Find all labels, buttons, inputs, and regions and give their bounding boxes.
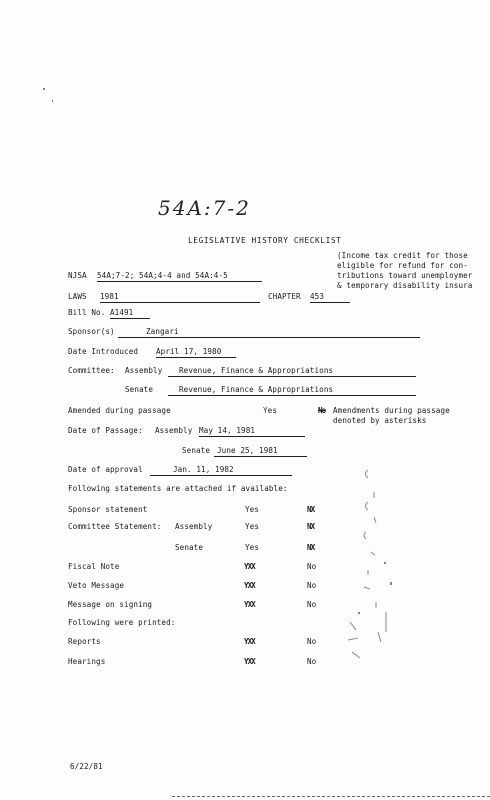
amended-label: Amended during passage [68, 406, 171, 415]
amended-no: No [318, 406, 326, 415]
bill-label: Bill No. [68, 308, 106, 317]
veto-message-yes: YXX [244, 581, 255, 590]
date-passage-label: Date of Passage: [68, 426, 143, 435]
sponsor-value: Zangari [118, 327, 420, 338]
message-signing-label: Message on signing [68, 600, 153, 609]
fiscal-note-no: No [307, 562, 317, 571]
committee-senate-label: Senate [125, 385, 154, 394]
sponsor-statement-no: NX [307, 505, 315, 514]
chapter-value: 453 [310, 292, 350, 303]
cs-senate-no: NX [307, 543, 315, 552]
reports-no: No [307, 637, 317, 646]
fiscal-note-label: Fiscal Note [68, 562, 120, 571]
hearings-no: No [307, 657, 317, 666]
bill-value: A1491 [110, 308, 150, 319]
description-line-4: & temporary disability insura [337, 281, 473, 290]
sponsor-statement-yes: Yes [245, 505, 260, 514]
message-signing-yes: YXX [244, 600, 255, 609]
passage-senate-label: Senate [182, 446, 211, 455]
description-line-1: (Income tax credit for those [337, 251, 468, 260]
date-approval-label: Date of approval [68, 465, 143, 474]
description-line-2: eligible for refund for con- [337, 261, 468, 270]
hearings-label: Hearings [68, 657, 106, 666]
reports-label: Reports [68, 637, 101, 646]
veto-message-label: Veto Message [68, 581, 125, 590]
reports-yes: YXX [244, 637, 255, 646]
message-signing-no: No [307, 600, 317, 609]
passage-assembly-value: May 14, 1981 [199, 426, 305, 437]
cs-assembly-label: Assembly [175, 522, 213, 531]
handwritten-code: 54A:7-2 [158, 196, 251, 220]
amended-note-line-1: Amendments during passage [333, 406, 450, 415]
amended-note-line-2: denoted by asterisks [333, 416, 427, 425]
passage-senate-value: June 25, 1981 [214, 446, 307, 457]
committee-statement-label: Committee Statement: [68, 522, 162, 531]
cs-assembly-no: NX [307, 522, 315, 531]
date-introduced-label: Date Introduced [68, 347, 139, 356]
date-approval-value: Jan. 11, 1982 [150, 465, 292, 476]
description-line-3: tributions toward unemploymer [337, 271, 473, 280]
date-introduced-value: April 17, 1980 [156, 347, 236, 358]
attached-heading: Following statements are attached if available: [68, 484, 288, 493]
amended-yes: Yes [263, 406, 278, 415]
footer-date: 6/22/81 [70, 762, 103, 771]
page-title: LEGISLATIVE HISTORY CHECKLIST [188, 236, 342, 245]
senate-committee-value: Revenue, Finance & Appropriations [168, 385, 416, 396]
sponsor-label: Sponsor(s) [68, 327, 115, 336]
cs-senate-label: Senate [175, 543, 204, 552]
hearings-yes: YXX [244, 657, 255, 666]
sponsor-statement-label: Sponsor statement [68, 505, 148, 514]
laws-value: 1981 [100, 292, 260, 303]
passage-assembly-label: Assembly [155, 426, 193, 435]
speck [43, 88, 45, 90]
fiscal-note-yes: YXX [244, 562, 255, 571]
printed-heading: Following were printed: [68, 618, 176, 627]
cs-assembly-yes: Yes [245, 522, 260, 531]
committee-assembly-label: Assembly [125, 366, 163, 375]
faded-stamp-marks [338, 462, 398, 672]
laws-label: LAWS [68, 292, 87, 301]
njsa-value: 54A;7-2; 54A;4-4 and 54A:4-5 [97, 271, 262, 282]
assembly-committee-value: Revenue, Finance & Appropriations [168, 366, 416, 377]
chapter-label: CHAPTER [268, 292, 301, 301]
speck [52, 100, 53, 102]
committee-label: Committee: [68, 366, 115, 375]
veto-message-no: No [307, 581, 317, 590]
njsa-label: NJSA [68, 271, 87, 280]
cs-senate-yes: Yes [245, 543, 260, 552]
bottom-dashed-rule [172, 796, 490, 797]
